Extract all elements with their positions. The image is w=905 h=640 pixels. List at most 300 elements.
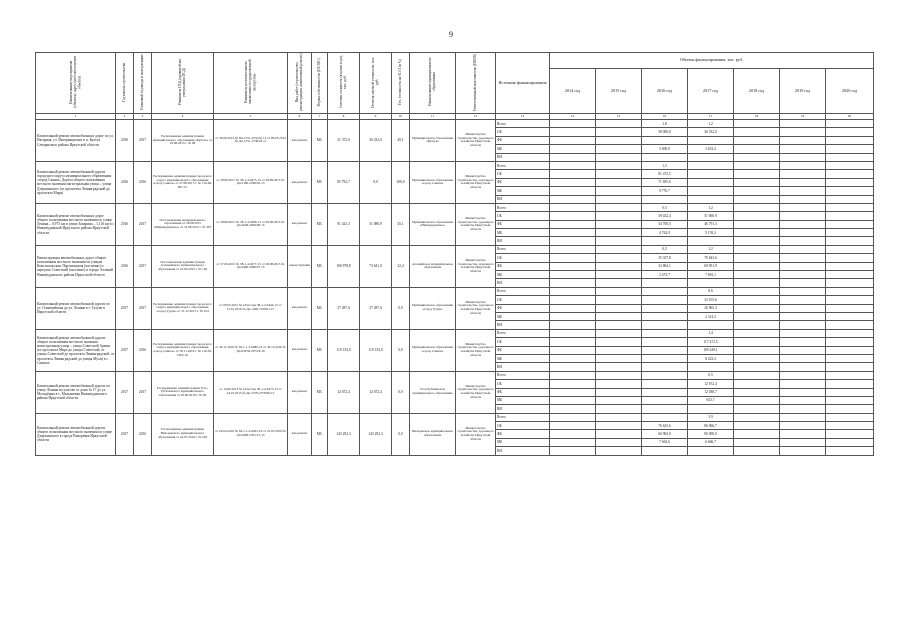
- object-name: Реконструкция автомобильных дорог общего пользования местного значения по улицам Комсомольская, Партизанская (частично) и переулок Советский (частично) в городе Алзамай Нижнеудинского района Иркутской области: [36, 245, 116, 287]
- remaining-cost: 36 332,0: [360, 120, 392, 162]
- column-header: Форма собственности (ОС/МС): [312, 53, 328, 114]
- table-row: [36, 161, 874, 169]
- funding-value: [642, 329, 688, 337]
- estimated-cost: 85 792,7: [328, 161, 360, 203]
- funding-source: ФБ: [496, 304, 550, 312]
- funding-value: [826, 136, 874, 144]
- funding-value: [550, 312, 596, 320]
- funding-value: [734, 287, 780, 295]
- funding-value: [780, 338, 826, 346]
- funding-source: ВИ: [496, 363, 550, 371]
- funding-value: 2 473,7: [642, 271, 688, 279]
- end-year: 2016: [134, 161, 152, 203]
- funding-value: [688, 187, 734, 195]
- funding-value: [596, 271, 642, 279]
- column-header: Сметная стоимость (в ценах года), тыс. руб.: [328, 53, 360, 114]
- funding-value: [826, 161, 874, 169]
- funding-source: ОБ: [496, 338, 550, 346]
- funding-value: 109 249,1: [688, 346, 734, 354]
- municipality-name: Муниципальное образование «город Саянск»: [410, 161, 456, 203]
- funding-value: [642, 195, 688, 203]
- funding-value: [642, 413, 688, 421]
- funding-value: [734, 380, 780, 388]
- funding-value: [642, 296, 688, 304]
- funding-value: [642, 321, 688, 329]
- funding-value: [642, 237, 688, 245]
- funding-value: 633,7: [688, 396, 734, 404]
- funding-source: Всего: [496, 287, 550, 295]
- funding-value: [780, 304, 826, 312]
- funding-value: 23 103,6: [688, 296, 734, 304]
- financing-header: Объемы финансирования, тыс. руб.: [550, 53, 874, 69]
- column-number: 14: [550, 114, 596, 120]
- funding-value: [550, 136, 596, 144]
- funding-value: [780, 422, 826, 430]
- start-year: 2017: [116, 329, 134, 371]
- funding-value: 69 951,9: [688, 262, 734, 270]
- ownership: МС: [312, 413, 328, 455]
- funding-value: [734, 229, 780, 237]
- funding-source: МБ: [496, 145, 550, 153]
- object-name: Капитальный ремонт автомобильной дороги по улице Ленина на участке от дома № 17 до ул. Молодёжна в с. Малышевка Нижнеудинского района Иркутской области: [36, 371, 116, 413]
- funding-value: 46 791,3: [688, 220, 734, 228]
- object-name: Капитальный ремонт автомобильной дороги городского округа муниципального образования «город Саянск» Дорога общего пользования местного значения магистральная улица – улица Дзержинского (от проспекта Ленинградский до проспекта Мира): [36, 161, 116, 203]
- year-header: 2015 год: [596, 69, 642, 114]
- funding-value: [826, 153, 874, 161]
- column-number: 2: [116, 114, 134, 120]
- funding-value: [734, 304, 780, 312]
- year-header: 2020 год: [826, 69, 874, 114]
- column-header: Тех. готовность на 01.01 (в %): [392, 53, 410, 114]
- year-header: 2019 год: [780, 69, 826, 114]
- funding-source: ВИ: [496, 153, 550, 161]
- funding-value: [826, 338, 874, 346]
- funding-value: [642, 279, 688, 287]
- funding-value: [734, 136, 780, 144]
- funding-value: 3,9: [688, 413, 734, 421]
- funding-value: [596, 430, 642, 438]
- funding-value: [734, 203, 780, 211]
- funding-source: ОБ: [496, 212, 550, 220]
- column-number: 4: [152, 114, 214, 120]
- page-number: 9: [449, 30, 453, 39]
- estimated-cost: 119 154,0: [328, 329, 360, 371]
- funding-source: Всего: [496, 245, 550, 253]
- funding-source: МБ: [496, 354, 550, 362]
- end-year: 2016: [134, 413, 152, 455]
- funding-value: [550, 262, 596, 270]
- funding-value: [550, 161, 596, 169]
- column-number: 6: [288, 114, 312, 120]
- ownership: МС: [312, 329, 328, 371]
- funding-value: [826, 237, 874, 245]
- funding-value: 117 472,5: [688, 338, 734, 346]
- start-year: 2016: [116, 161, 134, 203]
- funding-value: [550, 212, 596, 220]
- funding-value: 8,6: [688, 287, 734, 295]
- funding-value: [550, 178, 596, 186]
- funding-value: 12 672,4: [688, 380, 734, 388]
- funding-value: 76 643,6: [688, 254, 734, 262]
- funding-value: [734, 413, 780, 421]
- funding-source: ОБ: [496, 128, 550, 136]
- funding-value: [734, 262, 780, 270]
- estimated-cost: 12 672,4: [328, 371, 360, 413]
- funding-source: Всего: [496, 413, 550, 421]
- funding-value: 80 000,0: [688, 430, 734, 438]
- funding-value: [550, 338, 596, 346]
- table-row: [36, 287, 874, 295]
- work-type: кап.ремонт: [288, 161, 312, 203]
- funding-source: МБ: [496, 438, 550, 446]
- column-number: 19: [780, 114, 826, 120]
- funding-value: [826, 195, 874, 203]
- column-header: Год начала строительства: [116, 53, 134, 114]
- funding-value: [596, 187, 642, 195]
- object-name: Капитальный ремонт автомобильной дороги общего пользования местного значения по улице Дзержинского в городе Вихоревка Иркутской области: [36, 413, 116, 455]
- funding-value: [826, 178, 874, 186]
- funding-value: [826, 220, 874, 228]
- funding-value: [688, 178, 734, 186]
- funding-value: [780, 346, 826, 354]
- funding-value: 36 332,0: [688, 128, 734, 136]
- funding-value: [826, 279, 874, 287]
- funding-value: [596, 203, 642, 211]
- funding-value: [826, 187, 874, 195]
- funding-value: [780, 245, 826, 253]
- funding-source: ФБ: [496, 220, 550, 228]
- funding-value: [596, 312, 642, 320]
- funding-value: [688, 405, 734, 413]
- funding-value: [550, 422, 596, 430]
- funding-source: ФБ: [496, 430, 550, 438]
- funding-value: [550, 329, 596, 337]
- funding-value: [826, 371, 874, 379]
- column-header: Плановый год ввода в эксплуатацию: [134, 53, 152, 114]
- funding-value: [734, 405, 780, 413]
- responsible-executor: Министерство строительства, дорожного хозяйства Иркутской области: [456, 287, 496, 329]
- funding-source: ОБ: [496, 254, 550, 262]
- funding-value: [596, 413, 642, 421]
- work-type: кап.ремонт: [288, 203, 312, 245]
- object-name: Капитальный ремонт автомобильных дорог по ул. Нагорная, ул. Интернационал в п. Култук Слюдянского района Иркутской области: [36, 120, 116, 162]
- funding-value: [688, 170, 734, 178]
- funding-value: 81 472,5: [642, 170, 688, 178]
- funding-value: [780, 363, 826, 371]
- funding-value: [596, 321, 642, 329]
- column-number: 5: [214, 114, 288, 120]
- funding-source: Всего: [496, 203, 550, 211]
- column-number: 8: [328, 114, 360, 120]
- funding-value: [596, 371, 642, 379]
- funding-value: [734, 371, 780, 379]
- funding-value: [550, 447, 596, 455]
- funding-value: 71 695,6: [642, 178, 688, 186]
- funding-value: 35 337,8: [642, 254, 688, 262]
- funding-value: [780, 413, 826, 421]
- funding-value: [550, 438, 596, 446]
- ownership: МС: [312, 371, 328, 413]
- funding-value: [780, 128, 826, 136]
- funding-source: МБ: [496, 312, 550, 320]
- responsible-executor: Министерство строительства, дорожного хозяйства Иркутской области: [456, 329, 496, 371]
- funding-value: [826, 430, 874, 438]
- object-name: Капитальный ремонт автомобильной дороги по ул. Олимпийская до ул. Ленина в г. Тулуне в Иркутской области: [36, 287, 116, 329]
- funding-value: [596, 287, 642, 295]
- funding-source: ФБ: [496, 262, 550, 270]
- funding-value: [734, 321, 780, 329]
- municipality-name: Вихоревское муниципальное образование: [410, 413, 456, 455]
- estimated-cost: 106 978,8: [328, 245, 360, 287]
- funding-value: 38 000,0: [642, 128, 688, 136]
- funding-value: [780, 447, 826, 455]
- column-number: 3: [134, 114, 152, 120]
- funding-value: 66 963,0: [642, 430, 688, 438]
- funding-value: [780, 212, 826, 220]
- funding-value: 9 776,7: [642, 187, 688, 195]
- year-header: 2018 год: [734, 69, 780, 114]
- funding-value: [734, 212, 780, 220]
- column-number: 7: [312, 114, 328, 120]
- funding-value: [642, 312, 688, 320]
- end-year: 2017: [134, 120, 152, 162]
- funding-value: [734, 178, 780, 186]
- funding-value: [734, 254, 780, 262]
- funding-value: [550, 128, 596, 136]
- column-number: 1: [36, 114, 116, 120]
- funding-source: ВИ: [496, 321, 550, 329]
- responsible-executor: Министерство строительства, дорожного хозяйства Иркутской области: [456, 245, 496, 287]
- ownership: МС: [312, 245, 328, 287]
- funding-value: [642, 388, 688, 396]
- funding-value: [780, 187, 826, 195]
- funding-value: [826, 229, 874, 237]
- expertise-details: от 29.04.2016 № 38-1-1-2-0023-16 от 25.05.2016 № Дп-2900-2591/13-15: [214, 413, 288, 455]
- funding-source: ВИ: [496, 195, 550, 203]
- funding-value: 32 864,1: [642, 262, 688, 270]
- funding-value: [734, 447, 780, 455]
- funding-value: [550, 430, 596, 438]
- funding-source: Всего: [496, 371, 550, 379]
- end-year: 2017: [134, 287, 152, 329]
- work-type: реконструкция: [288, 245, 312, 287]
- funding-value: [596, 354, 642, 362]
- funding-value: [550, 254, 596, 262]
- readiness: 45,1: [392, 203, 410, 245]
- column-header: Вид работ (строительство, реконструкция, капитальный ремонт): [288, 53, 312, 114]
- funding-value: [550, 187, 596, 195]
- funding-value: [780, 430, 826, 438]
- column-number: 16: [642, 114, 688, 120]
- start-year: 2016: [116, 120, 134, 162]
- funding-value: [550, 321, 596, 329]
- funding-value: [596, 212, 642, 220]
- funding-value: [596, 338, 642, 346]
- municipality-name: Муниципальное образование «город Саянск»: [410, 329, 456, 371]
- municipality-name: Муниципальное образование «Нижнеудинское»: [410, 203, 456, 245]
- funding-value: 5 600,0: [642, 145, 688, 153]
- funding-value: [596, 388, 642, 396]
- funding-value: 7 662,6: [642, 438, 688, 446]
- program-table: [35, 52, 874, 456]
- expertise-details: от 30.06.2014 № Пп-1551-455(19) 14 от 09.05.2014 № Дп-1551-1530/02 от: [214, 120, 288, 162]
- start-year: 2017: [116, 287, 134, 329]
- funding-value: [596, 447, 642, 455]
- funding-source: ОБ: [496, 170, 550, 178]
- funding-value: [550, 220, 596, 228]
- ownership: МС: [312, 120, 328, 162]
- funding-value: [596, 120, 642, 128]
- funding-value: [642, 380, 688, 388]
- funding-value: [642, 363, 688, 371]
- readiness: 0,0: [392, 287, 410, 329]
- funding-value: 51 060,9: [688, 212, 734, 220]
- funding-value: [734, 120, 780, 128]
- funding-value: [596, 405, 642, 413]
- funding-value: [596, 262, 642, 270]
- funding-source: ФБ: [496, 178, 550, 186]
- funding-value: 34 700,5: [642, 220, 688, 228]
- funding-source: ВИ: [496, 237, 550, 245]
- ownership: МС: [312, 161, 328, 203]
- funding-value: [734, 220, 780, 228]
- funding-value: 5 159,2: [688, 229, 734, 237]
- expertise-details: от 09.05.2015 № в Реестре 38-1-4-0444-15 от 15.01.2016 № Дп-1490-1160/01-15: [214, 287, 288, 329]
- funding-value: [596, 178, 642, 186]
- funding-source: МБ: [496, 396, 550, 404]
- column-number: 10: [392, 114, 410, 120]
- funding-value: [826, 170, 874, 178]
- responsible-executor: Министерство строительства, дорожного хозяйства Иркутской области: [456, 161, 496, 203]
- funding-value: [734, 329, 780, 337]
- funding-value: [734, 388, 780, 396]
- funding-value: 20 965,3: [688, 304, 734, 312]
- funding-value: [596, 396, 642, 404]
- table-row: [36, 120, 874, 128]
- remaining-cost: 73 641,0: [360, 245, 392, 287]
- funding-value: 76 625,6: [642, 422, 688, 430]
- readiness: 32,4: [392, 245, 410, 287]
- funding-value: [780, 287, 826, 295]
- column-number: 18: [734, 114, 780, 120]
- funding-value: [596, 422, 642, 430]
- funding-value: [734, 279, 780, 287]
- year-header: 2016 год: [642, 69, 688, 114]
- funding-value: [734, 187, 780, 195]
- funding-value: [826, 413, 874, 421]
- estimated-cost: 31 372,0: [328, 120, 360, 162]
- funding-value: [550, 203, 596, 211]
- work-type: кап.ремонт: [288, 413, 312, 455]
- funding-value: [780, 371, 826, 379]
- funding-value: [596, 153, 642, 161]
- remaining-cost: 51 080,9: [360, 203, 392, 245]
- column-number: 17: [688, 114, 734, 120]
- funding-value: [826, 262, 874, 270]
- funding-value: [780, 296, 826, 304]
- end-year: 2017: [134, 203, 152, 245]
- funding-value: 39 432,4: [642, 212, 688, 220]
- funding-value: [780, 388, 826, 396]
- table-row: [36, 329, 874, 337]
- funding-value: [550, 271, 596, 279]
- funding-value: [780, 262, 826, 270]
- expertise-details: от 28.08.2015 № 38-1-4-0480-15 от 28.08.2015 № Дп-2636-2669/08-15: [214, 203, 288, 245]
- column-header: Ответственный исполнитель (ИОГВ): [456, 53, 496, 114]
- funding-value: 7 692,1: [688, 271, 734, 279]
- funding-value: [734, 354, 780, 362]
- funding-value: [596, 363, 642, 371]
- funding-value: [688, 237, 734, 245]
- funding-value: [734, 296, 780, 304]
- source-header: Источник финансирования: [496, 53, 550, 114]
- funding-value: [780, 271, 826, 279]
- funding-value: [734, 195, 780, 203]
- funding-value: [550, 245, 596, 253]
- funding-value: 1,4: [688, 329, 734, 337]
- funding-value: [688, 321, 734, 329]
- funding-source: Всего: [496, 161, 550, 169]
- funding-value: [596, 195, 642, 203]
- funding-value: [550, 396, 596, 404]
- funding-value: [550, 170, 596, 178]
- funding-value: [550, 279, 596, 287]
- funding-value: [550, 287, 596, 295]
- table-row: [36, 245, 874, 253]
- funding-value: [688, 195, 734, 203]
- funding-value: [826, 145, 874, 153]
- ownership: МС: [312, 287, 328, 329]
- funding-value: [734, 271, 780, 279]
- responsible-executor: Министерство строительства, дорожного хозяйства Иркутской области: [456, 120, 496, 162]
- funding-value: [642, 405, 688, 413]
- funding-value: [780, 195, 826, 203]
- funding-value: 6 666,7: [688, 438, 734, 446]
- funding-value: [826, 321, 874, 329]
- funding-value: [642, 136, 688, 144]
- end-year: 2017: [134, 245, 152, 287]
- funding-value: 1,2: [688, 120, 734, 128]
- funding-value: [734, 396, 780, 404]
- funding-value: [596, 170, 642, 178]
- funding-value: [550, 413, 596, 421]
- funding-value: [688, 279, 734, 287]
- funding-value: 1,2: [688, 203, 734, 211]
- funding-value: [596, 161, 642, 169]
- funding-value: [780, 321, 826, 329]
- psd-details: Постановление муниципального образования от 28.08.2015 «Нижнеудинское» от 31.08.2015 г. № 307: [152, 203, 214, 245]
- funding-value: [642, 396, 688, 404]
- funding-value: [826, 396, 874, 404]
- funding-value: [688, 153, 734, 161]
- funding-value: [826, 212, 874, 220]
- funding-value: [642, 304, 688, 312]
- remaining-cost: 143 292,3: [360, 413, 392, 455]
- funding-value: [550, 237, 596, 245]
- funding-value: [550, 153, 596, 161]
- funding-value: [826, 128, 874, 136]
- funding-source: ВИ: [496, 405, 550, 413]
- column-header: Наименование мероприятия (объекта), адрес (местоположение объекта): [36, 53, 116, 114]
- funding-value: [596, 245, 642, 253]
- funding-value: [780, 203, 826, 211]
- funding-value: [688, 447, 734, 455]
- funding-source: МБ: [496, 271, 550, 279]
- start-year: 2017: [116, 413, 134, 455]
- funding-value: [734, 422, 780, 430]
- column-header: Реквизиты положительного заключения государственной экспертизы: [214, 53, 288, 114]
- psd-details: Постановление администрации Алзамайского муниципального образования от 23.09.2015 г. № 102: [152, 245, 214, 287]
